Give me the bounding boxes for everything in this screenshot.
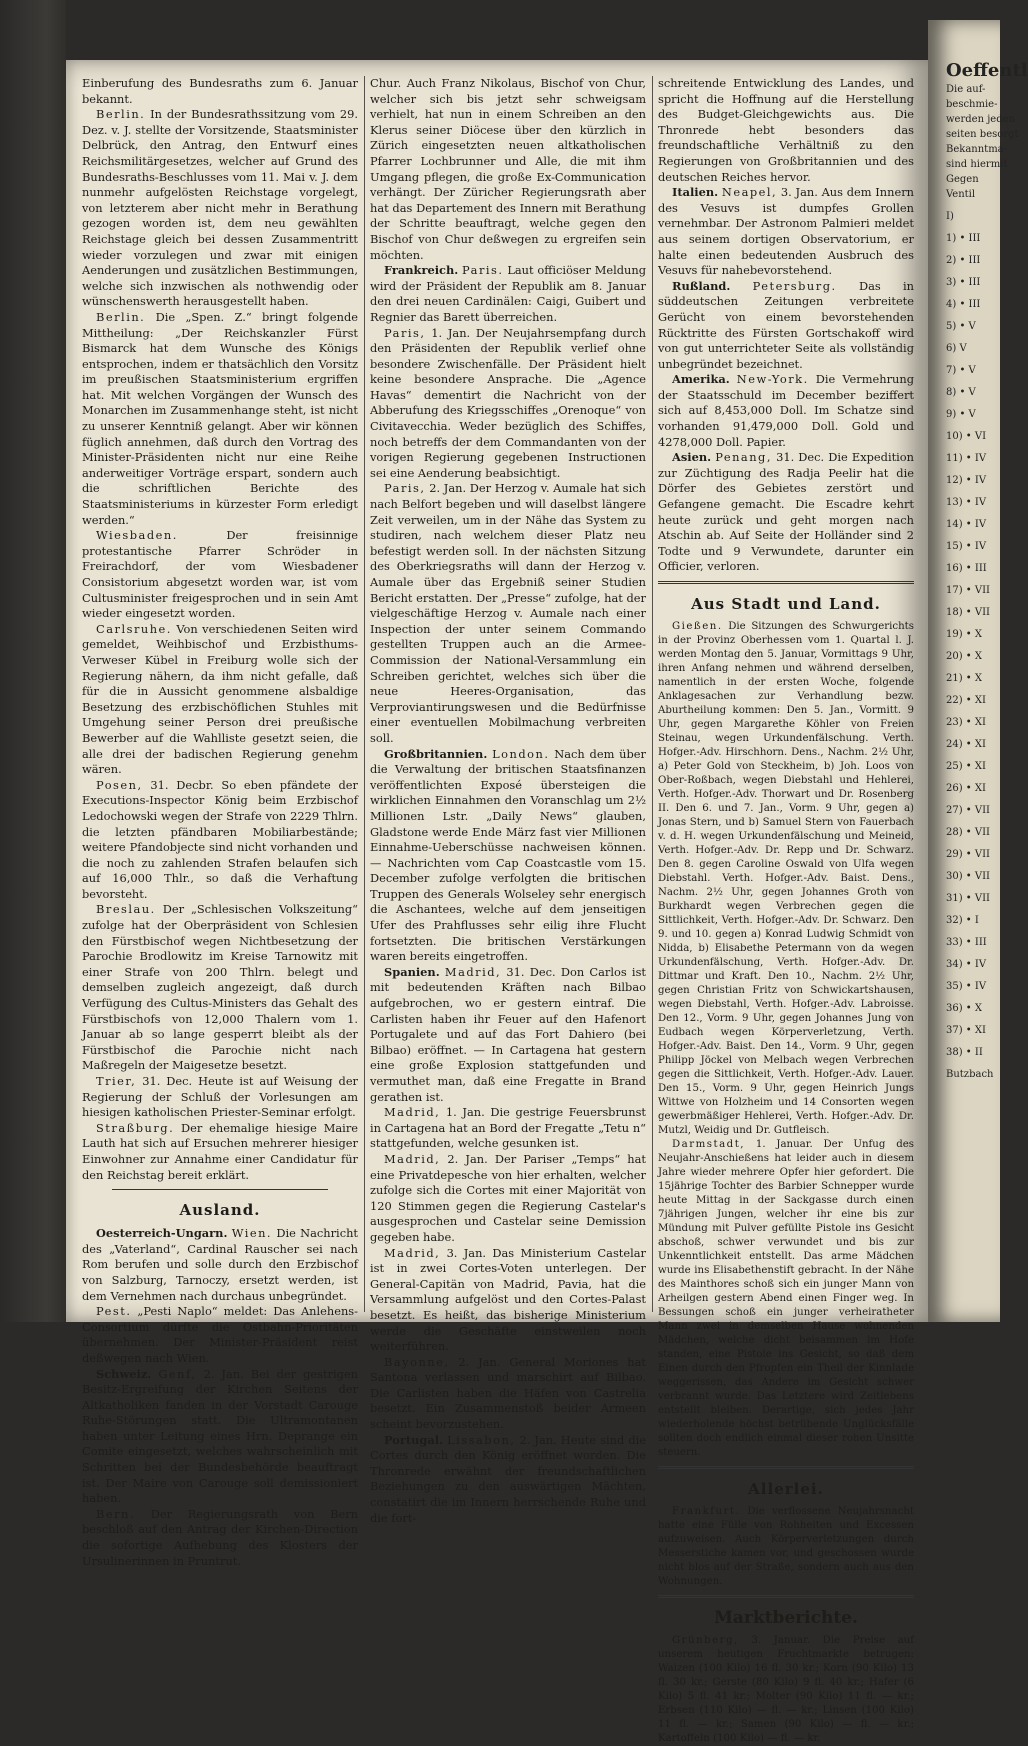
- country-heading: Großbritannien.: [384, 746, 488, 761]
- paragraph: [82, 1507, 358, 1569]
- adjacent-page-line: 34) • IV: [946, 959, 987, 970]
- article-text: 3. Jan. Das Ministerium Castelar ist in zwei Cortes-Voten unterlegen. Der General-Capitän von Madrid, Pavia, hat die Versammlung aufgelöst und den Cortes-Palast besetzt. Es heißt, das bisherige Ministerium werde die Geschäfte einstweilen noch weiterführen.: [370, 1245, 646, 1354]
- article-text: 31. Dec. Heute ist auf Weisung der Regierung der Schluß der Vorlesungen am hiesigen katholischen Priester-Seminar erfolgt.: [82, 1074, 359, 1120]
- paragraph: [370, 747, 646, 965]
- paragraph: [370, 1105, 646, 1152]
- section-divider: [112, 1189, 328, 1190]
- adjacent-page-line: 35) • IV: [946, 981, 987, 992]
- adjacent-page-line: 30) • VII: [946, 871, 991, 882]
- paragraph: [82, 107, 358, 310]
- paragraph: [82, 778, 358, 903]
- paragraph: [82, 622, 358, 778]
- section-divider: [658, 1466, 914, 1469]
- adjacent-page-line: 27) • VII: [946, 805, 991, 816]
- article-text: 2. Jan. Heute sind die Cortes durch den König eröffnet worden. Die Thronrede erwähnt der freundschaftlichen Beziehungen zu den auswärtigen Mächten, constatirt die im Innern herrschende Ruhe und die fort-: [370, 1432, 646, 1525]
- adjacent-page-line: 5) • V: [946, 321, 976, 332]
- adjacent-page-line: Die auf-: [946, 84, 986, 95]
- dateline: Penang,: [715, 450, 772, 465]
- adjacent-page-line: Gegen: [946, 174, 979, 185]
- country-heading: Frankreich.: [384, 263, 459, 278]
- article-text: Laut officiöser Meldung wird der Präsident der Republik am 8. Januar den drei neuen Cardinälen: Caigi, Guibert und Regnier das Barett überreichen.: [370, 263, 647, 324]
- country-heading: Schweiz.: [96, 1366, 152, 1381]
- dateline: Genf,: [158, 1366, 197, 1381]
- paragraph: [658, 620, 914, 1138]
- paragraph: [370, 326, 646, 482]
- adjacent-page-line: 38) • II: [946, 1047, 983, 1058]
- country-heading: Italien.: [672, 185, 719, 200]
- adjacent-page-line: 1) • III: [946, 233, 981, 244]
- article-text: 2. Jan. Der Herzog v. Aumale hat sich nach Belfort begeben und will daselbst längere Zeit verweilen, um in der Nähe das System zu studiren, nach welchem dieser Platz neu befestigt werden soll. In der nächsten Sitzung des Oberkriegsraths will dann der Herzog v. Aumale über das Ergebniß seiner Studien Bericht erstatten. Der „Presse“ zufolge, hat der vielgeschäftige Herzog v. Aumale nach einer Inspection der unter seinem Commando gestellten Truppen auch an die Armee-Commission der National-Versammlung ein Schreiben gerichtet, welches sich über die neue Heeres-Organisation, das Verproviantirungswesen und die Bedürfnisse einer eventuellen Mobilmachung verbreiten soll.: [370, 481, 647, 745]
- paragraph: schreitende Entwicklung des Landes, und spricht die Hoffnung auf die Herstellung des Budget-Gleichgewichts aus. Die Thronrede hebt besonders das freundschaftliche Verhältniß zu den Regierungen von Großbritannien und des deutschen Reiches hervor.: [658, 76, 914, 184]
- article-text: Der Regierungsrath von Bern beschloß auf den Antrag der Kirchen-Direction die sofortige Aufhebung des Klosters der Ursulinerinnen in Pruntrut.: [82, 1506, 358, 1568]
- section-title-stadt-und-land: Aus Stadt und Land.: [691, 595, 881, 613]
- paragraph: [370, 481, 646, 746]
- column-3: [658, 76, 915, 1744]
- country-heading: Spanien.: [384, 964, 440, 979]
- paragraph: [82, 1367, 358, 1507]
- paragraph: [658, 1505, 914, 1589]
- paragraph: [82, 1121, 358, 1183]
- article-text: 3. Jan. Aus dem Innern des Vesuvs ist dumpfes Grollen vernehmbar. Der Astronom Palmieri meldet aus seinem dortigen Observatorium, er halte einen bedeutenden Ausbruch des Vesuvs für nahebevorstehend.: [658, 185, 915, 278]
- adjacent-page-line: 22) • XI: [946, 695, 986, 706]
- dateline: Trier,: [96, 1074, 137, 1088]
- adjacent-page-line: 2) • III: [946, 255, 981, 266]
- dateline: Madrid,: [384, 1245, 441, 1260]
- adjacent-page-line: 28) • VII: [946, 827, 991, 838]
- adjacent-page-line: 21) • X: [946, 673, 983, 684]
- dateline: Wiesbaden.: [96, 528, 178, 543]
- adjacent-page-line: sind hiermit: [946, 159, 1008, 170]
- adjacent-page-line: 33) • III: [946, 937, 987, 948]
- article-text: 1. Januar. Der Unfug des Neujahr-Anschießens hat leider auch in diesem Jahre wieder mehrere Opfer hier gefordert. Die 15jährige Tochter des Barbier Schnepper wurde heute Mittag in der Sackgasse durch einen 7jährigen Jungen, welcher ihr eine bis zur Mündung mit Pulver gefüllte Pistole ins Gesicht abschoß, schwer verwundet und bis zur Unkenntlichkeit entstellt. Das arme Mädchen wurde ins Elisabethenstift gebracht. In der Nähe des Mainthores schoß sich ein junger Mann von Arheilgen gestern Abend einen Finger weg. In Bessungen schoß ein junger verheiratheter Mann zwei in demselben Hause wohnenden Mädchen, welche dicht beisammen im Hofe standen, eine Pistole ins Gesicht, so daß dem Einen durch den Pfropfen ein Theil der Kinnlade weggerissen, das Andere im Gesicht schwer verbrannt wurde. Das Letztere wird Zeitlebens entstellt bleiben. Derartige, sich jedes Jahr wiederholende höchst betrübende Unglücksfälle sollten doch endlich einmal dieser rohen Unsitte steuern.: [658, 1139, 914, 1458]
- article-text: 1. Jan. Die gestrige Feuersbrunst in Cartagena hat an Bord der Fregatte „Tetu n“ stattgefunden, welche gesunken ist.: [370, 1105, 646, 1151]
- section-title-allerlei: Allerlei.: [748, 1480, 824, 1498]
- article-text: 2. Jan. Der Pariser „Temps“ hat eine Privatdepesche von hier erhalten, welcher zufolge sich die Cortes mit einer Majorität von 120 Stimmen gegen die Regierung Castelar's ausgesprochen und Castelar seine Demission gegeben habe.: [370, 1151, 646, 1244]
- paragraph: [370, 1355, 646, 1433]
- article-text: 31. Dec. Die Expedition zur Züchtigung des Radja Peelir hat die Dörfer des Gebietes zerstört und Gefangene gemacht. Die Escadre kehrt heute zurück und geht morgen nach Atschin ab. Auf Seite der Holländer sind 2 Todte und 9 Verwundete, darunter ein Officier, verloren.: [658, 450, 914, 574]
- paragraph: [82, 1304, 358, 1366]
- dateline: Frankfurt.: [672, 1506, 741, 1517]
- adjacent-page-line: 29) • VII: [946, 849, 991, 860]
- paragraph: [658, 450, 914, 575]
- adjacent-page-line: 25) • XI: [946, 761, 986, 772]
- dateline: Wien.: [231, 1226, 273, 1241]
- dateline: Posen,: [96, 777, 143, 792]
- adjacent-page-line: Bekanntma-: [946, 144, 1008, 155]
- article-text: Die Vermehrung der Staatsschuld im December beziffert sich auf 8,453,000 Doll. Im Schatze sind vorhanden 91,479,000 Doll. Gold und 4278,000 Doll. Papier.: [658, 372, 914, 449]
- article-text: Die Nachricht des „Vaterland“, Cardinal Rauscher sei nach Rom berufen und solle durch den Erzbischof von Salzburg, Tarnoczy, ersetzt werden, ist dem Vernehmen nach durchaus unbegründet.: [82, 1226, 358, 1303]
- paragraph: [658, 185, 914, 279]
- paragraph: [82, 902, 358, 1074]
- article-text: Die verflossene Neujahrsnacht hatte eine Fülle von Rohheiten und Excessen aufzuweisen. Auch Körperverletzungen durch Messerstiche kamen vor, und geschossen wurde nicht blos auf der Straße, sondern auch aus den Wohnungen.: [658, 1506, 914, 1587]
- adjacent-page-line: 4) • III: [946, 299, 981, 310]
- paragraph: [82, 1226, 358, 1304]
- column-1: [82, 76, 359, 1568]
- adjacent-page-line: 7) • V: [946, 365, 976, 376]
- article-text: 31. Decbr. So eben pfändete der Executions-Inspector König beim Erzbischof Ledochowski wegen der Strafe von 2229 Thlrn. die letzten pfändbaren Mobiliarbestände; weitere Pfandobjecte sind nicht vorhanden und die noch zu zahlenden Strafen belaufen sich auf 16,000 Thlr., so daß die Verhaftung bevorsteht.: [82, 777, 358, 901]
- paragraph: [658, 279, 914, 373]
- paragraph: [658, 372, 914, 450]
- adjacent-page-line: 15) • IV: [946, 541, 987, 552]
- dateline: Madrid,: [444, 964, 502, 979]
- dateline: Darmstadt,: [672, 1139, 746, 1150]
- dateline: Petersburg.: [752, 278, 837, 293]
- dateline: Carlsruhe.: [96, 621, 172, 636]
- dateline: Gießen.: [672, 621, 723, 632]
- dateline: Paris,: [384, 325, 426, 340]
- adjacent-page-line: I): [946, 211, 954, 222]
- adjacent-page-line: beschmie-: [946, 99, 998, 110]
- country-heading: Rußland.: [672, 278, 731, 293]
- paragraph: [370, 1433, 646, 1527]
- adjacent-page-line: seiten besorgt: [946, 129, 1019, 140]
- dateline: Neapel,: [721, 185, 778, 200]
- article-text: 1. Jan. Der Neujahrsempfang durch den Präsidenten der Republik verlief ohne besondere Zwischenfälle. Der Präsident hielt keine besondere Ansprache. Die „Agence Havas“ dementirt die Nachricht von der Abberufung des Kriegsschiffes „Orenoque“ von Civitavecchia. Weder bezüglich des Schiffes, noch betreffs der dem Commandanten von der vorigen Regierung gegebenen Instructionen sei eine Aenderung beabsichtigt.: [370, 325, 646, 480]
- dateline: Berlin.: [96, 309, 146, 324]
- adjacent-page-line: 6) V: [946, 343, 967, 354]
- adjacent-page-line: 16) • III: [946, 563, 987, 574]
- article-text: 3. Januar. Die Preise auf unserem heutigen Fruchtmarkte betrugen: Waizen (100 Kilo) 16 fl. 30 kr.; Korn (90 Kilo) 13 fl. 30 kr.; Gerste (80 Kilo) 9 fl. 40 kr.; Hafer (6 Kilo) 5 fl. 41 kr.; Molter (90 Kilo) 11 fl. — kr.; Erbsen (110 Kilo) — fl. — kr.; Linsen (100 Kilo) 11 fl. — kr.; Samen (90 Kilo) — fl. — kr.; Kartoffeln (100 Kilo) — fl. — kr.: [658, 1635, 914, 1744]
- adjacent-page-line: 23) • XI: [946, 717, 986, 728]
- article-text: Das in süddeutschen Zeitungen verbreitete Gerücht von einem bevorstehenden Rücktritte des Fürsten Gortschakoff wird von gut unterrichteter Seite als vollständig unbegründet bezeichnet.: [658, 278, 915, 371]
- dateline: Lissabon,: [447, 1432, 516, 1447]
- column-rule: [364, 76, 365, 1312]
- paragraph: Chur. Auch Franz Nikolaus, Bischof von Chur, welcher sich bis jetzt sehr schweigsam verhielt, hat nun in einem Schreiben an den Klerus seiner Diöcese über den kürzlich in Zürich eingesetzten neuen altkatholischen Pfarrer Lochbrunner und Alle, die mit ihm Umgang pflegen, die große Ex-Communication verhängt. Der Züricher Regierungsrath aber hat das Departement des Innern mit Berathung der Schritte beauftragt, welche gegen den Bischof von Chur deßwegen zu ergreifen sein möchten.: [370, 76, 646, 262]
- article-text: In der Bundesrathssitzung vom 29. Dez. v. J. stellte der Vorsitzende, Staatsminister Delbrück, den Antrag, den Entwurf eines Reichsmilitärgesetzes, welcher auf Grund des Bundesraths-Beschlusses vom 11. Mai v. J. dem nunmehr aufgelösten Reichstage vorgelegt, von letzterem aber nicht mehr in Berathung gezogen worden ist, dem neu gewählten Reichstage gleich bei dessen Zusammentritt wieder vorzulegen und zwar mit einigen Aenderungen und zusätzlichen Bestimmungen, welche sich inzwischen als nothwendig oder wünschenswerth herausgestellt haben.: [82, 107, 358, 309]
- dateline: Paris.: [462, 263, 504, 278]
- country-heading: Asien.: [672, 450, 712, 465]
- article-text: Nach dem über die Verwaltung der britischen Staatsfinanzen veröffentlichten Exposé übersteigen die wirklichen Einnahmen den Voranschlag um 2½ Millionen Lstr. „Daily News“ glauben, Gladstone werde Ende März fast vier Millionen Einnahme-Ueberschüsse nachweisen können. — Nachrichten vom Cap Coastcastle vom 15. December zufolge verfolgten die britischen Truppen des Generals Wolseley sehr energisch die Aschantees, welche auf dem jenseitigen Ufer des Prahflusses sehr eilig ihre Flucht fortsetzten. Die britischen Verstärkungen waren bereits eingetroffen.: [370, 746, 646, 964]
- article-text: „Pesti Naplo“ meldet: Das Anlehens-Consortium dürfte die Ostbahn-Prioritäten übernehmen. Der Minister-Präsident reist deßwegen nach Wien.: [82, 1304, 359, 1365]
- adjacent-page-line: 12) • IV: [946, 475, 987, 486]
- article-text: Die Sitzungen des Schwurgerichts in der Provinz Oberhessen vom 1. Quartal l. J. werden Montag den 5. Januar, Vormittags 9 Uhr, ihren Anfang nehmen und während derselben, namentlich in der ersten Woche, folgende Anklagesachen zur Verhandlung bezw. Aburtheilung kommen: Den 5. Jan., Vormitt. 9 Uhr, gegen Margarethe Köhler von Freien Steinau, wegen Urkundenfälschung. Verth. Hofger.-Adv. Hirschhorn. Dens., Nachm. 2½ Uhr, a) Peter Gold von Steckheim, b) Joh. Loos von Ober-Roßbach, wegen Diebstahl und Hehlerei, Verth. Hofger.-Adv. Thorwart und Dr. Rosenberg II. Den 6. und 7. Jan., Vorm. 9 Uhr, gegen a) Jonas Stern, und b) Samuel Stern von Fauerbach v. d. H. wegen Urkundenfälschung und Meineid, Verth. Hofger.-Adv. Dr. Repp und Dr. Schwarz. Den 8. gegen Caroline Oswald von Ulfa wegen Diebstahl. Verth. Hofger.-Adv. Baist. Dens., Nachm. 2½ Uhr, gegen Johannes Groth von Burkhardt wegen Verbrechen gegen die Sittlichkeit, Verth. Hofger.-Adv. Dr. Schwarz. Den 9. und 10. gegen a) Konrad Ludwig Schmidt von Nidda, b) Elisabethe Petermann von da wegen Urkundenfälschung, Verth. Hofger.-Adv. Dr. Dittmar und Kraft. Den 10., Nachm. 2½ Uhr, gegen Christian Fritz von Schwickartshausen, wegen Diebstahl, Verth. Hofger.-Adv. Labroisse. Den 12., Vorm. 9 Uhr, gegen Johannes Jung von Eudbach wegen Körperverletzung, Verth. Hofger.-Adv. Baist. Den 14., Vorm. 9 Uhr, gegen Philipp Jöckel von Melbach wegen Verbrechen gegen die Sittlichkeit, Verth. Hofger.-Adv. Lauer. Den 15., Vorm. 9 Uhr, gegen Heinrich Jungs Wittwe von Holzheim und 14 Consorten wegen gewerbmäßiger Hehlerei, Verth. Hofger.-Adv. Dr. Mutzl, Weidig und Dr. Gutfleisch.: [658, 621, 914, 1136]
- country-heading: Amerika.: [672, 372, 730, 387]
- paragraph: [370, 263, 646, 325]
- adjacent-page-line: 8) • V: [946, 387, 976, 398]
- column-rule: [652, 76, 653, 1312]
- adjacent-page-line: 3) • III: [946, 277, 981, 288]
- adjacent-page-line: Butzbach: [946, 1069, 994, 1080]
- dateline: London.: [492, 746, 550, 761]
- paragraph: Einberufung des Bundesraths zum 6. Januar bekannt.: [82, 76, 358, 106]
- adjacent-page-line: Ventil: [946, 189, 976, 200]
- adjacent-page-line: 9) • V: [946, 409, 976, 420]
- article-text: Der „Schlesischen Volkszeitung“ zufolge hat der Oberpräsident von Schlesien den Fürstbischof wegen Nichtbesetzung der Parochie Brodlowitz im Kreise Tarnowitz mit einer Strafe von 200 Thlrn. belegt und demselben zugleich angezeigt, daß durch Verfügung des Cultus-Ministers das Gehalt des Fürstbischofs von 12,000 Thalern vom 1. Januar ab so lange gesperrt bleibt als der Fürstbischof die Parochie nicht nach Maßregeln der Maigesetze besetzt.: [82, 902, 359, 1073]
- dateline: Breslau.: [96, 902, 156, 917]
- dateline: New-York.: [736, 372, 809, 387]
- adjacent-page-line: 17) • VII: [946, 585, 991, 596]
- article-text: Der freisinnige protestantische Pfarrer Schröder in Freirachdorf, der vom Wiesbadener Consistorium abgesetzt worden war, ist vom Cultusminister freigesprochen und in sein Amt wieder eingesetzt worden.: [82, 528, 358, 621]
- paragraph: [370, 965, 646, 1105]
- country-heading: Oesterreich-Ungarn.: [96, 1226, 228, 1241]
- dateline: Paris,: [384, 481, 426, 496]
- adjacent-page-line: 18) • VII: [946, 607, 991, 618]
- article-text: 2. Jan. General Moriones hat Santona verlassen und marschirt auf Bilbao. Die Carlisten haben die Häfen von Castrelia besetzt. Ein Zusammenstoß beider Armeen scheint bevorzustehen.: [370, 1354, 646, 1432]
- adjacent-page-line: 19) • X: [946, 629, 983, 640]
- paragraph: [82, 1074, 358, 1121]
- section-title-ausland: Ausland.: [179, 1201, 261, 1220]
- adjacent-page-line: 37) • XI: [946, 1025, 986, 1036]
- paragraph: [82, 528, 358, 622]
- adjacent-page-line: werden jeden: [946, 114, 1015, 125]
- country-heading: Portugal.: [384, 1432, 444, 1447]
- section-divider: [658, 1595, 914, 1598]
- adjacent-page-line: 26) • XI: [946, 783, 986, 794]
- newspaper-page: [66, 60, 928, 1744]
- adjacent-page-line: 10) • VI: [946, 431, 987, 442]
- dateline: Bern.: [96, 1506, 136, 1521]
- adjacent-page-line: 36) • X: [946, 1003, 983, 1014]
- adjacent-page-line: 32) • I: [946, 915, 979, 926]
- dateline: Berlin.: [96, 107, 146, 122]
- paragraph: [658, 1634, 914, 1746]
- dateline: Madrid,: [384, 1105, 441, 1120]
- paragraph: [658, 1138, 914, 1460]
- adjacent-page-header: Oeffentl: [946, 60, 1028, 81]
- dateline: Madrid,: [384, 1151, 441, 1166]
- dateline: Straßburg.: [96, 1120, 175, 1135]
- article-text: 2. Jan. Bei der gestrigen Besitz-Ergreifung der Kirchen Seitens der Altkatholiken fanden in der Vorstadt Carouge Ruhe-Störungen statt. Die Ultramontanen haben unter Leitung eines Hrn. Deprange ein Comite eingesetzt, welches wahrscheinlich mit Schritten bei der Bundesbehörde beauftragt ist. Der Maire von Carouge soll demissioniert haben.: [82, 1366, 359, 1506]
- dateline: Bayonne,: [384, 1354, 450, 1369]
- article-text: Die „Spen. Z.“ bringt folgende Mittheilung: „Der Reichskanzler Fürst Bismarck hat dem Wunsche des Königs entsprochen, indem er thatsächlich den Vorsitz im preußischen Staatsministerium ergriffen hat. Mit welchen Vorgängen der Wunsch des Monarchen im Zusammenhange steht, ist nicht zu unserer Kenntniß gelangt. Aber wir können füglich annehmen, daß durch den Vortrag des Minister-Präsidenten nicht nur eine Reihe anderweitiger Vorträge erspart, sondern auch die schriftlichen Berichte des Staatsministeriums in kürzester Form erledigt werden.“: [82, 309, 358, 527]
- adjacent-page-line: 20) • X: [946, 651, 983, 662]
- article-text: Von verschiedenen Seiten wird gemeldet, Weihbischof und Erzbisthums-Verweser Kübel in Freiburg wolle sich der Regierung nähern, da ihm nicht gefalle, daß für die in Aussicht genommene alsbaldige Besetzung des erzbischöflichen Stuhles mit Umgehung seiner Person drei preußische Bewerber auf die Wahlliste gesetzt seien, die alle drei der badischen Regierung genehm wären.: [82, 621, 359, 777]
- adjacent-page-line: 13) • IV: [946, 497, 987, 508]
- column-2: [370, 76, 647, 1525]
- section-divider: [658, 581, 914, 584]
- paragraph: [370, 1246, 646, 1355]
- adjacent-page-line: 24) • XI: [946, 739, 986, 750]
- adjacent-page-line: 31) • VII: [946, 893, 991, 904]
- dateline: Grünberg,: [672, 1635, 739, 1646]
- paragraph: [82, 310, 358, 528]
- adjacent-page-line: 11) • IV: [946, 453, 987, 464]
- adjacent-page-line: 14) • IV: [946, 519, 987, 530]
- section-title-marktberichte: Marktberichte.: [714, 1608, 858, 1628]
- paragraph: [370, 1152, 646, 1246]
- adjacent-page-edge: [928, 20, 1028, 1322]
- article-text: 31. Dec. Don Carlos ist mit bedeutenden Kräften nach Bilbao aufgebrochen, wo er gestern eintraf. Die Carlisten haben ihr Feuer auf den Hafenort Portugalete und auf das Fort Dahiero (bei Bilbao) eröffnet. — In Cartagena hat gestern eine große Explosion stattgefunden und vermuthet man, daß eine Fregatte in Brand gerathen ist.: [370, 964, 646, 1104]
- book-binding-edge: [0, 0, 66, 1322]
- dateline: Pest.: [96, 1304, 132, 1319]
- article-text: Der ehemalige hiesige Maire Lauth hat sich auf Ersuchen mehrerer hiesiger Einwohner zur Annahme einer Candidatur für den Reichstag bereit erklärt.: [82, 1120, 359, 1182]
- adjacent-page-text: [946, 60, 1028, 1082]
